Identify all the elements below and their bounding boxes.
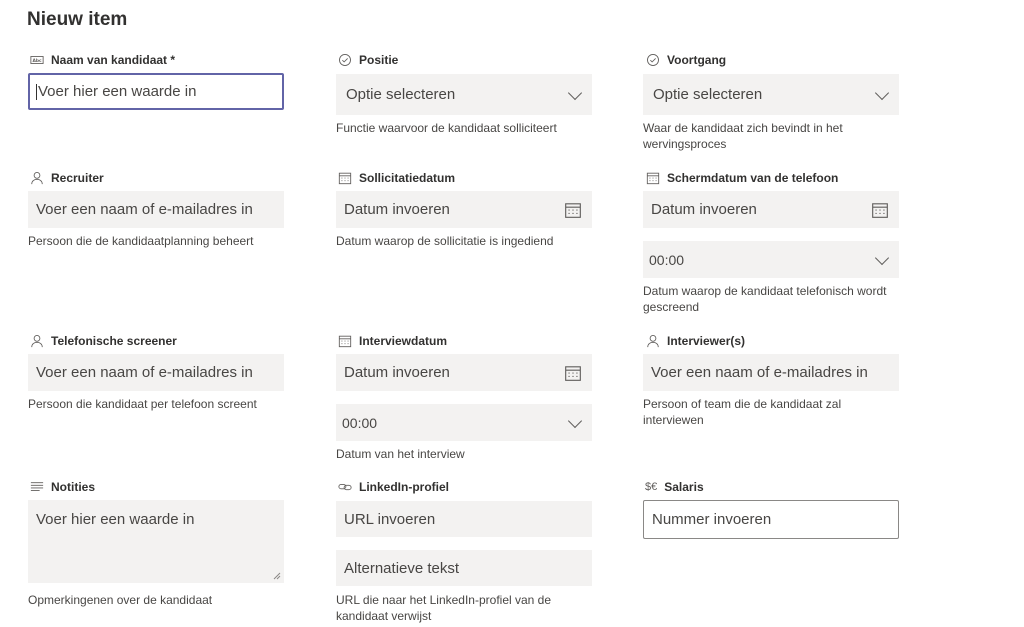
naam-input-placeholder: Voer hier een waarde in — [38, 83, 197, 100]
chevron-down-icon — [875, 85, 889, 99]
notities-help: Opmerkingenen over de kandidaat — [28, 593, 213, 607]
recruiter-input[interactable] — [28, 191, 284, 228]
notities-textarea[interactable] — [28, 500, 284, 583]
screener-label-text: Telefonische screener — [51, 334, 177, 348]
person-icon — [29, 171, 44, 186]
person-icon — [29, 334, 44, 349]
interviewdatum-time-value: 00:00 — [342, 414, 378, 431]
linkedin-label — [337, 479, 449, 495]
positie-label — [337, 52, 398, 68]
schermdatum-placeholder: Datum invoeren — [651, 201, 757, 218]
calendar-icon[interactable] — [871, 201, 889, 219]
interviewdatum-input[interactable] — [336, 354, 592, 391]
calendar-icon[interactable] — [564, 201, 582, 219]
screener-input-placeholder: Voer een naam of e-mailadres in — [36, 364, 253, 381]
positie-label-text: Positie — [359, 53, 399, 67]
linkedin-help: URL die naar het LinkedIn-profiel van de kandidaat verwijst — [336, 593, 552, 623]
svg-text:Abc: Abc — [31, 59, 42, 65]
salaris-label-text: Salaris — [664, 480, 704, 494]
voortgang-value: Optie selecteren — [653, 86, 763, 103]
notities-label-text: Notities — [51, 480, 96, 494]
salaris-label — [645, 479, 704, 495]
schermdatum-label — [645, 170, 838, 186]
recruiter-help: Persoon die de kandidaatplanning beheert — [28, 234, 254, 248]
calendar-icon[interactable] — [564, 364, 582, 382]
interviewers-input[interactable] — [643, 354, 899, 391]
recruiter-label-text: Recruiter — [51, 171, 104, 185]
linkedin-label-text: LinkedIn-profiel — [359, 480, 449, 494]
choice-icon — [337, 53, 352, 68]
calendar-icon — [337, 334, 352, 349]
chevron-down-icon — [875, 250, 889, 264]
sollicitatiedatum-placeholder: Datum invoeren — [344, 201, 450, 218]
chevron-down-icon — [568, 85, 582, 99]
sollicitatiedatum-label-text: Sollicitatiedatum — [359, 171, 456, 185]
screener-help: Persoon die kandidaat per telefoon screent — [28, 397, 257, 411]
voortgang-label — [645, 52, 726, 68]
notities-placeholder: Voer hier een waarde in — [36, 511, 195, 528]
voortgang-dropdown[interactable] — [643, 74, 899, 115]
chevron-down-icon — [568, 413, 582, 427]
naam-input[interactable] — [28, 73, 284, 110]
calendar-icon — [337, 171, 352, 186]
linkedin-alt-input[interactable] — [336, 550, 592, 586]
linkedin-alt-placeholder: Alternatieve tekst — [344, 559, 460, 577]
naam-label-text: Naam van kandidaat * — [51, 53, 176, 67]
interviewdatum-placeholder: Datum invoeren — [344, 364, 450, 381]
text-cursor — [36, 84, 37, 100]
interviewers-help: Persoon of team die de kandidaat zal interviewen — [643, 397, 842, 427]
page-title: Nieuw item — [27, 9, 128, 30]
linkedin-url-input[interactable] — [336, 501, 592, 537]
interviewers-label-text: Interviewer(s) — [667, 334, 746, 348]
schermdatum-input[interactable] — [643, 191, 899, 228]
voortgang-label-text: Voortgang — [667, 53, 727, 67]
notities-label — [29, 479, 95, 495]
voortgang-help: Waar de kandidaat zich bevindt in het wervingsproces — [643, 121, 843, 151]
recruiter-label — [29, 170, 104, 186]
interviewdatum-label-text: Interviewdatum — [359, 334, 448, 348]
sollicitatiedatum-input[interactable] — [336, 191, 592, 228]
positie-dropdown[interactable] — [336, 74, 592, 115]
sollicitatiedatum-label — [337, 170, 455, 186]
calendar-icon — [645, 171, 660, 186]
linkedin-url-placeholder: URL invoeren — [344, 510, 436, 528]
screener-label — [29, 333, 177, 349]
naam-label — [29, 52, 175, 68]
interviewdatum-help: Datum van het interview — [336, 447, 465, 461]
interviewdatum-time-dropdown[interactable] — [336, 404, 592, 441]
link-icon — [337, 480, 352, 495]
salaris-placeholder: Nummer invoeren — [652, 511, 772, 528]
positie-value: Optie selecteren — [346, 86, 456, 103]
interviewers-label — [645, 333, 745, 349]
person-icon — [645, 334, 660, 349]
schermdatum-help: Datum waarop de kandidaat telefonisch wordt gescreend — [643, 284, 887, 314]
sollicitatiedatum-help: Datum waarop de sollicitatie is ingediend — [336, 234, 554, 248]
screener-input[interactable] — [28, 354, 284, 391]
resize-grip-icon[interactable] — [271, 570, 281, 580]
interviewers-placeholder: Voer een naam of e-mailadres in — [651, 364, 868, 381]
positie-help: Functie waarvoor de kandidaat solliciteert — [336, 121, 557, 135]
text-lines-icon — [29, 480, 44, 495]
text-field-icon — [29, 53, 44, 68]
schermdatum-label-text: Schermdatum van de telefoon — [667, 171, 839, 185]
recruiter-input-placeholder: Voer een naam of e-mailadres in — [36, 201, 253, 218]
interviewdatum-label — [337, 333, 447, 349]
currency-icon: $€ — [645, 481, 658, 493]
salaris-input[interactable] — [643, 500, 899, 539]
schermdatum-time-value: 00:00 — [649, 251, 685, 268]
schermdatum-time-dropdown[interactable] — [643, 241, 899, 278]
choice-icon — [645, 53, 660, 68]
